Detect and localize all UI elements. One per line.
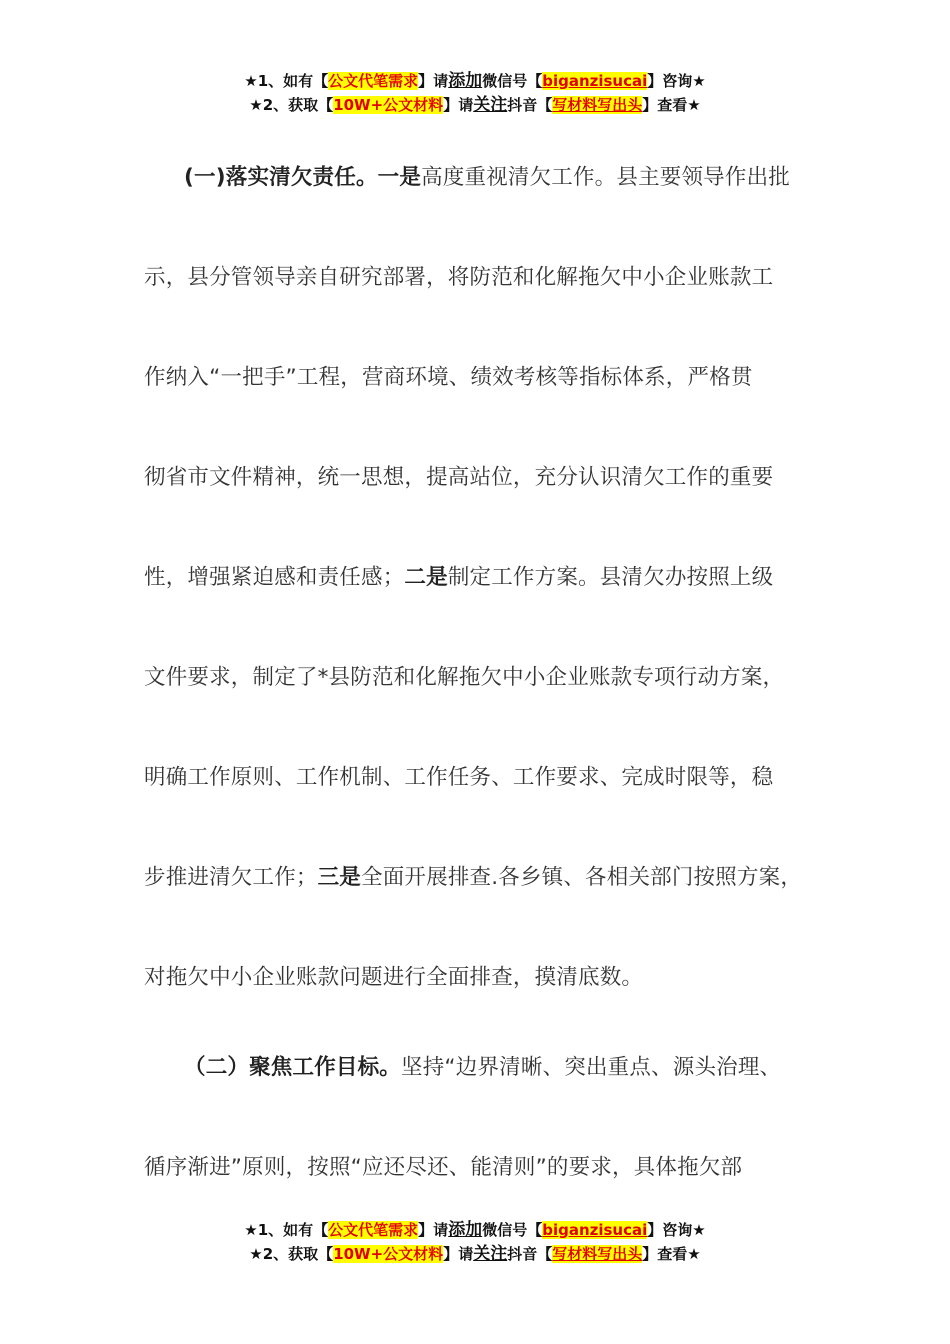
body-text: 坚持“边界清晰、突出重点、源头治理、 bbox=[401, 1055, 782, 1080]
banner-highlight: 公文代笔需求 bbox=[328, 72, 419, 90]
banner-text: 】查看★ bbox=[642, 96, 701, 114]
paragraph-1-line bbox=[144, 828, 834, 928]
body-text: 高度重视清欠工作。县主要领导作出批 bbox=[421, 165, 790, 190]
paragraph-2-line bbox=[144, 1018, 834, 1118]
wechat-id-link[interactable]: biganzisucai bbox=[542, 1221, 648, 1239]
body-text: 性，增强紧迫感和责任感； bbox=[144, 565, 405, 590]
douyin-account-link[interactable]: 写材料写出头 bbox=[552, 1245, 643, 1263]
banner-text: 抖音【 bbox=[507, 96, 553, 114]
banner-text: 微信号【 bbox=[482, 1221, 543, 1239]
paragraph-1-line: 文件要求，制定了*县防范和化解拖欠中小企业账款专项行动方案， bbox=[144, 665, 785, 690]
banner-text: 】请 bbox=[443, 1245, 474, 1263]
banner-text: ★2、获取【 bbox=[249, 96, 334, 114]
banner-text: 】咨询★ bbox=[647, 72, 706, 90]
banner-emphasis: 添加 bbox=[448, 1220, 483, 1240]
document-body bbox=[144, 128, 834, 1218]
paragraph-1-line: 作纳入“一把手”工程，营商环境、绩效考核等指标体系，严格贯 bbox=[144, 365, 753, 390]
header-banner bbox=[0, 69, 950, 117]
paragraph-1-line bbox=[144, 128, 834, 228]
banner-highlight: 公文代笔需求 bbox=[328, 1221, 419, 1239]
banner-text: ★2、获取【 bbox=[249, 1245, 334, 1263]
banner-text: 】请 bbox=[418, 72, 449, 90]
banner-text: ★1、如有【 bbox=[244, 1221, 329, 1239]
banner-emphasis: 关注 bbox=[473, 95, 508, 115]
banner-text: 抖音【 bbox=[507, 1245, 553, 1263]
banner-text: 】查看★ bbox=[642, 1245, 701, 1263]
body-text: 全面开展排查.各乡镇、各相关部门按照方案， bbox=[361, 865, 803, 890]
banner-text: 】请 bbox=[443, 96, 474, 114]
banner-text: 】咨询★ bbox=[647, 1221, 706, 1239]
paragraph-2-line: 循序渐进”原则，按照“应还尽还、能清则”的要求，具体拖欠部 bbox=[144, 1155, 743, 1180]
banner-line-2 bbox=[0, 93, 950, 117]
douyin-account-link[interactable]: 写材料写出头 bbox=[552, 96, 643, 114]
banner-highlight: 10W+公文材料 bbox=[333, 1245, 444, 1263]
point-marker: 二是 bbox=[404, 565, 448, 590]
banner-emphasis: 关注 bbox=[473, 1244, 508, 1264]
section-heading: (一)落实清欠责任。一是 bbox=[184, 165, 422, 190]
banner-text: ★1、如有【 bbox=[244, 72, 329, 90]
body-text: 步推进清欠工作； bbox=[144, 865, 318, 890]
banner-text: 微信号【 bbox=[482, 72, 543, 90]
paragraph-1-line: 示，县分管领导亲自研究部署，将防范和化解拖欠中小企业账款工 bbox=[144, 265, 774, 290]
banner-line-2 bbox=[0, 1242, 950, 1266]
banner-line-1 bbox=[0, 69, 950, 93]
banner-text: 】请 bbox=[418, 1221, 449, 1239]
paragraph-1-line: 明确工作原则、工作机制、工作任务、工作要求、完成时限等，稳 bbox=[144, 765, 774, 790]
point-marker: 三是 bbox=[317, 865, 362, 890]
banner-line-1 bbox=[0, 1218, 950, 1242]
paragraph-1-line bbox=[144, 528, 834, 628]
section-heading: （二）聚焦工作目标。 bbox=[184, 1055, 402, 1080]
paragraph-1-line: 彻省市文件精神，统一思想，提高站位，充分认识清欠工作的重要 bbox=[144, 465, 774, 490]
wechat-id-link[interactable]: biganzisucai bbox=[542, 72, 648, 90]
body-text: 制定工作方案。县清欠办按照上级 bbox=[447, 565, 774, 590]
footer-banner bbox=[0, 1218, 950, 1266]
banner-emphasis: 添加 bbox=[448, 71, 483, 91]
paragraph-1-line: 对拖欠中小企业账款问题进行全面排查，摸清底数。 bbox=[144, 965, 644, 990]
banner-highlight: 10W+公文材料 bbox=[333, 96, 444, 114]
